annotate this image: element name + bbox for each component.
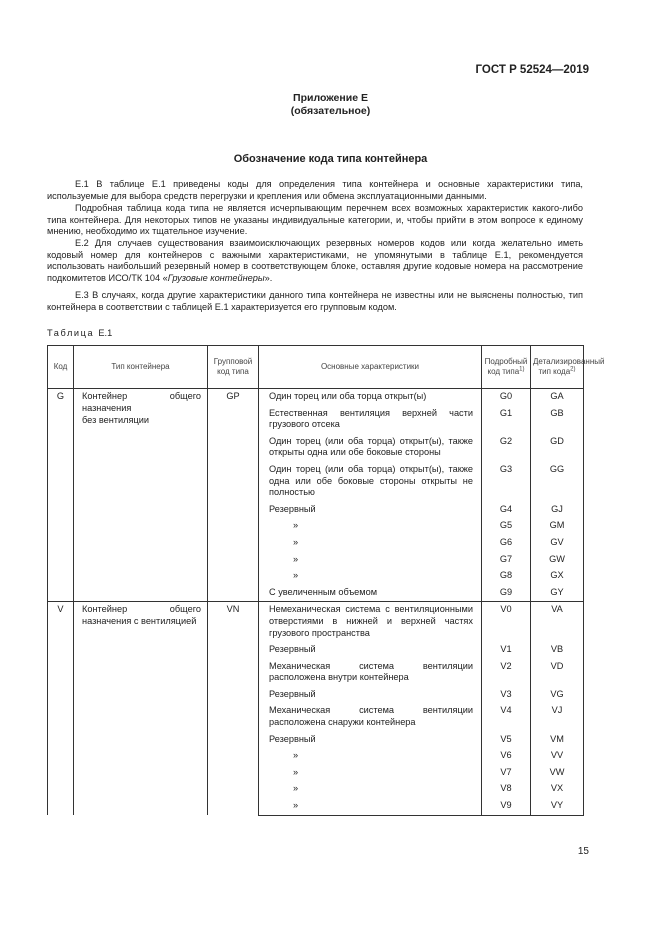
characteristic-cell: » (259, 535, 482, 552)
characteristic-cell: Естественная вентиляция верхней части грузового отсека (259, 406, 482, 434)
characteristic-cell: Один торец или оба торца открыт(ы) (259, 389, 482, 406)
detailed-type-cell: GV (531, 535, 584, 552)
detailed-code-cell: V9 (482, 798, 531, 815)
detailed-code-cell: G6 (482, 535, 531, 552)
detailed-type-cell: GJ (531, 502, 584, 519)
characteristic-cell: » (259, 781, 482, 798)
detailed-type-cell: GM (531, 518, 584, 535)
group-code-letter: G (48, 389, 74, 602)
header-group-code: Групповой код типа (208, 346, 259, 389)
detailed-code-cell: V5 (482, 732, 531, 749)
detailed-type-cell: GG (531, 462, 584, 502)
characteristic-cell: Резервный (259, 502, 482, 519)
header-container-type: Тип контейнера (74, 346, 208, 389)
detailed-code-cell: G1 (482, 406, 531, 434)
detailed-code-cell: G3 (482, 462, 531, 502)
paragraph-e3: Е.3 В случаях, когда другие характеристики данного типа контейнера не известны или не выяснены полностью, тип контейнера в соответствии с таблицей Е.1 характеризуется его групповым кодом. (47, 290, 583, 312)
detailed-type-cell: VY (531, 798, 584, 815)
detailed-type-cell: GX (531, 568, 584, 585)
characteristic-cell: » (259, 748, 482, 765)
detailed-code-cell: V1 (482, 642, 531, 659)
document-code: ГОСТ Р 52524—2019 (475, 64, 589, 76)
group-code-letter: V (48, 602, 74, 815)
detailed-type-cell: GA (531, 389, 584, 406)
characteristic-cell: Механическая система вентиляции расположена внутри контейнера (259, 659, 482, 687)
table-caption-number: Е.1 (98, 328, 113, 338)
appendix-status: (обязательное) (290, 105, 371, 117)
detailed-code-cell: G0 (482, 389, 531, 406)
characteristic-cell: Резервный (259, 732, 482, 749)
page-number: 15 (577, 846, 589, 857)
detailed-code-cell: G2 (482, 434, 531, 462)
detailed-code-cell: G9 (482, 585, 531, 602)
detailed-code-cell: G4 (482, 502, 531, 519)
table-caption (47, 328, 112, 338)
table-row (48, 389, 584, 406)
characteristic-cell: » (259, 518, 482, 535)
detailed-code-cell: G7 (482, 552, 531, 569)
characteristic-cell: С увеличенным объемом (259, 585, 482, 602)
group-type-code: GP (208, 389, 259, 602)
detailed-type-cell: VD (531, 659, 584, 687)
detailed-type-cell: GW (531, 552, 584, 569)
table-header-row (48, 346, 584, 389)
characteristic-cell: Немеханическая система с вентиляционными отверстиями в нижней и верхней частях грузового пространства (259, 602, 482, 642)
detailed-code-cell: G5 (482, 518, 531, 535)
paragraph-e1-note: Подробная таблица кода типа не является исчерпывающим перечнем всех возможных характеристик какого-либо типа контейнера. Для некоторых типов не указаны индивидуальные категории, и, чтобы прийти в этом вопросе к единому мнению, необходимо их тщательное изучение. (47, 203, 583, 237)
detailed-type-cell: VB (531, 642, 584, 659)
characteristic-cell: » (259, 568, 482, 585)
detailed-code-cell: G8 (482, 568, 531, 585)
detailed-code-cell: V3 (482, 687, 531, 704)
characteristic-cell: Один торец (или оба торца) открыт(ы), также одна или обе боковые стороны открыты не полностью (259, 462, 482, 502)
detailed-type-cell: VW (531, 765, 584, 782)
detailed-code-cell: V2 (482, 659, 531, 687)
detailed-type-cell: GD (531, 434, 584, 462)
detailed-code-cell: V0 (482, 602, 531, 642)
detailed-type-cell: VA (531, 602, 584, 642)
appendix-label: Приложение Е (293, 92, 368, 104)
detailed-type-cell: GY (531, 585, 584, 602)
detailed-type-cell: VM (531, 732, 584, 749)
detailed-code-cell: V6 (482, 748, 531, 765)
characteristic-cell: Механическая система вентиляции расположена снаружи контейнера (259, 703, 482, 731)
detailed-type-cell: VV (531, 748, 584, 765)
appendix-title (0, 92, 661, 118)
detailed-code-cell: V7 (482, 765, 531, 782)
paragraph-e2: Е.2 Для случаев существования взаимоисключающих резервных номеров кодов или когда желательно иметь кодовый номер для контейнеров с важными характеристиками, не упомянутыми в таблице Е.1, рекомендуется использовать наибольший резервный номер в соответствующем блоке, оставляя другие кодовые номера на рассмотрение подкомитетов ИСО/ТК 104 «Грузовые контейнеры». (47, 238, 583, 283)
detailed-type-cell: VJ (531, 703, 584, 731)
detailed-type-cell: VX (531, 781, 584, 798)
italic-reference: Грузовые контейнеры (167, 272, 265, 283)
detailed-type-cell: VG (531, 687, 584, 704)
characteristic-cell: Резервный (259, 687, 482, 704)
container-type-code-table (47, 345, 605, 816)
header-detailed-type: Детализированный тип кода$^{2)}$ (531, 346, 584, 389)
container-type-cell: Контейнер общего назначения без вентиляции (74, 389, 208, 602)
detailed-type-cell: GB (531, 406, 584, 434)
characteristic-cell: » (259, 798, 482, 815)
characteristic-cell: Один торец (или оба торца) открыт(ы), также открыты одна или обе боковые стороны (259, 434, 482, 462)
header-detailed-code: Подробный код типа$^{1)}$ (482, 346, 531, 389)
header-code: Код (48, 346, 74, 389)
table-caption-word: Таблица (47, 328, 95, 338)
paragraph-e1: Е.1 В таблице Е.1 приведены коды для определения типа контейнера и основные характеристики типа, используемые для выбора средств перегрузки и крепления или обмена эксплуатационными данными. (47, 179, 583, 201)
detailed-code-cell: V4 (482, 703, 531, 731)
group-type-code: VN (208, 602, 259, 815)
characteristic-cell: » (259, 765, 482, 782)
characteristic-cell: Резервный (259, 642, 482, 659)
section-heading: Обозначение кода типа контейнера (233, 153, 428, 165)
table-row (48, 602, 584, 642)
detailed-code-cell: V8 (482, 781, 531, 798)
characteristic-cell: » (259, 552, 482, 569)
header-main-characteristics: Основные характеристики (259, 346, 482, 389)
container-type-cell: Контейнер общего назначения с вентиляцией (74, 602, 208, 815)
